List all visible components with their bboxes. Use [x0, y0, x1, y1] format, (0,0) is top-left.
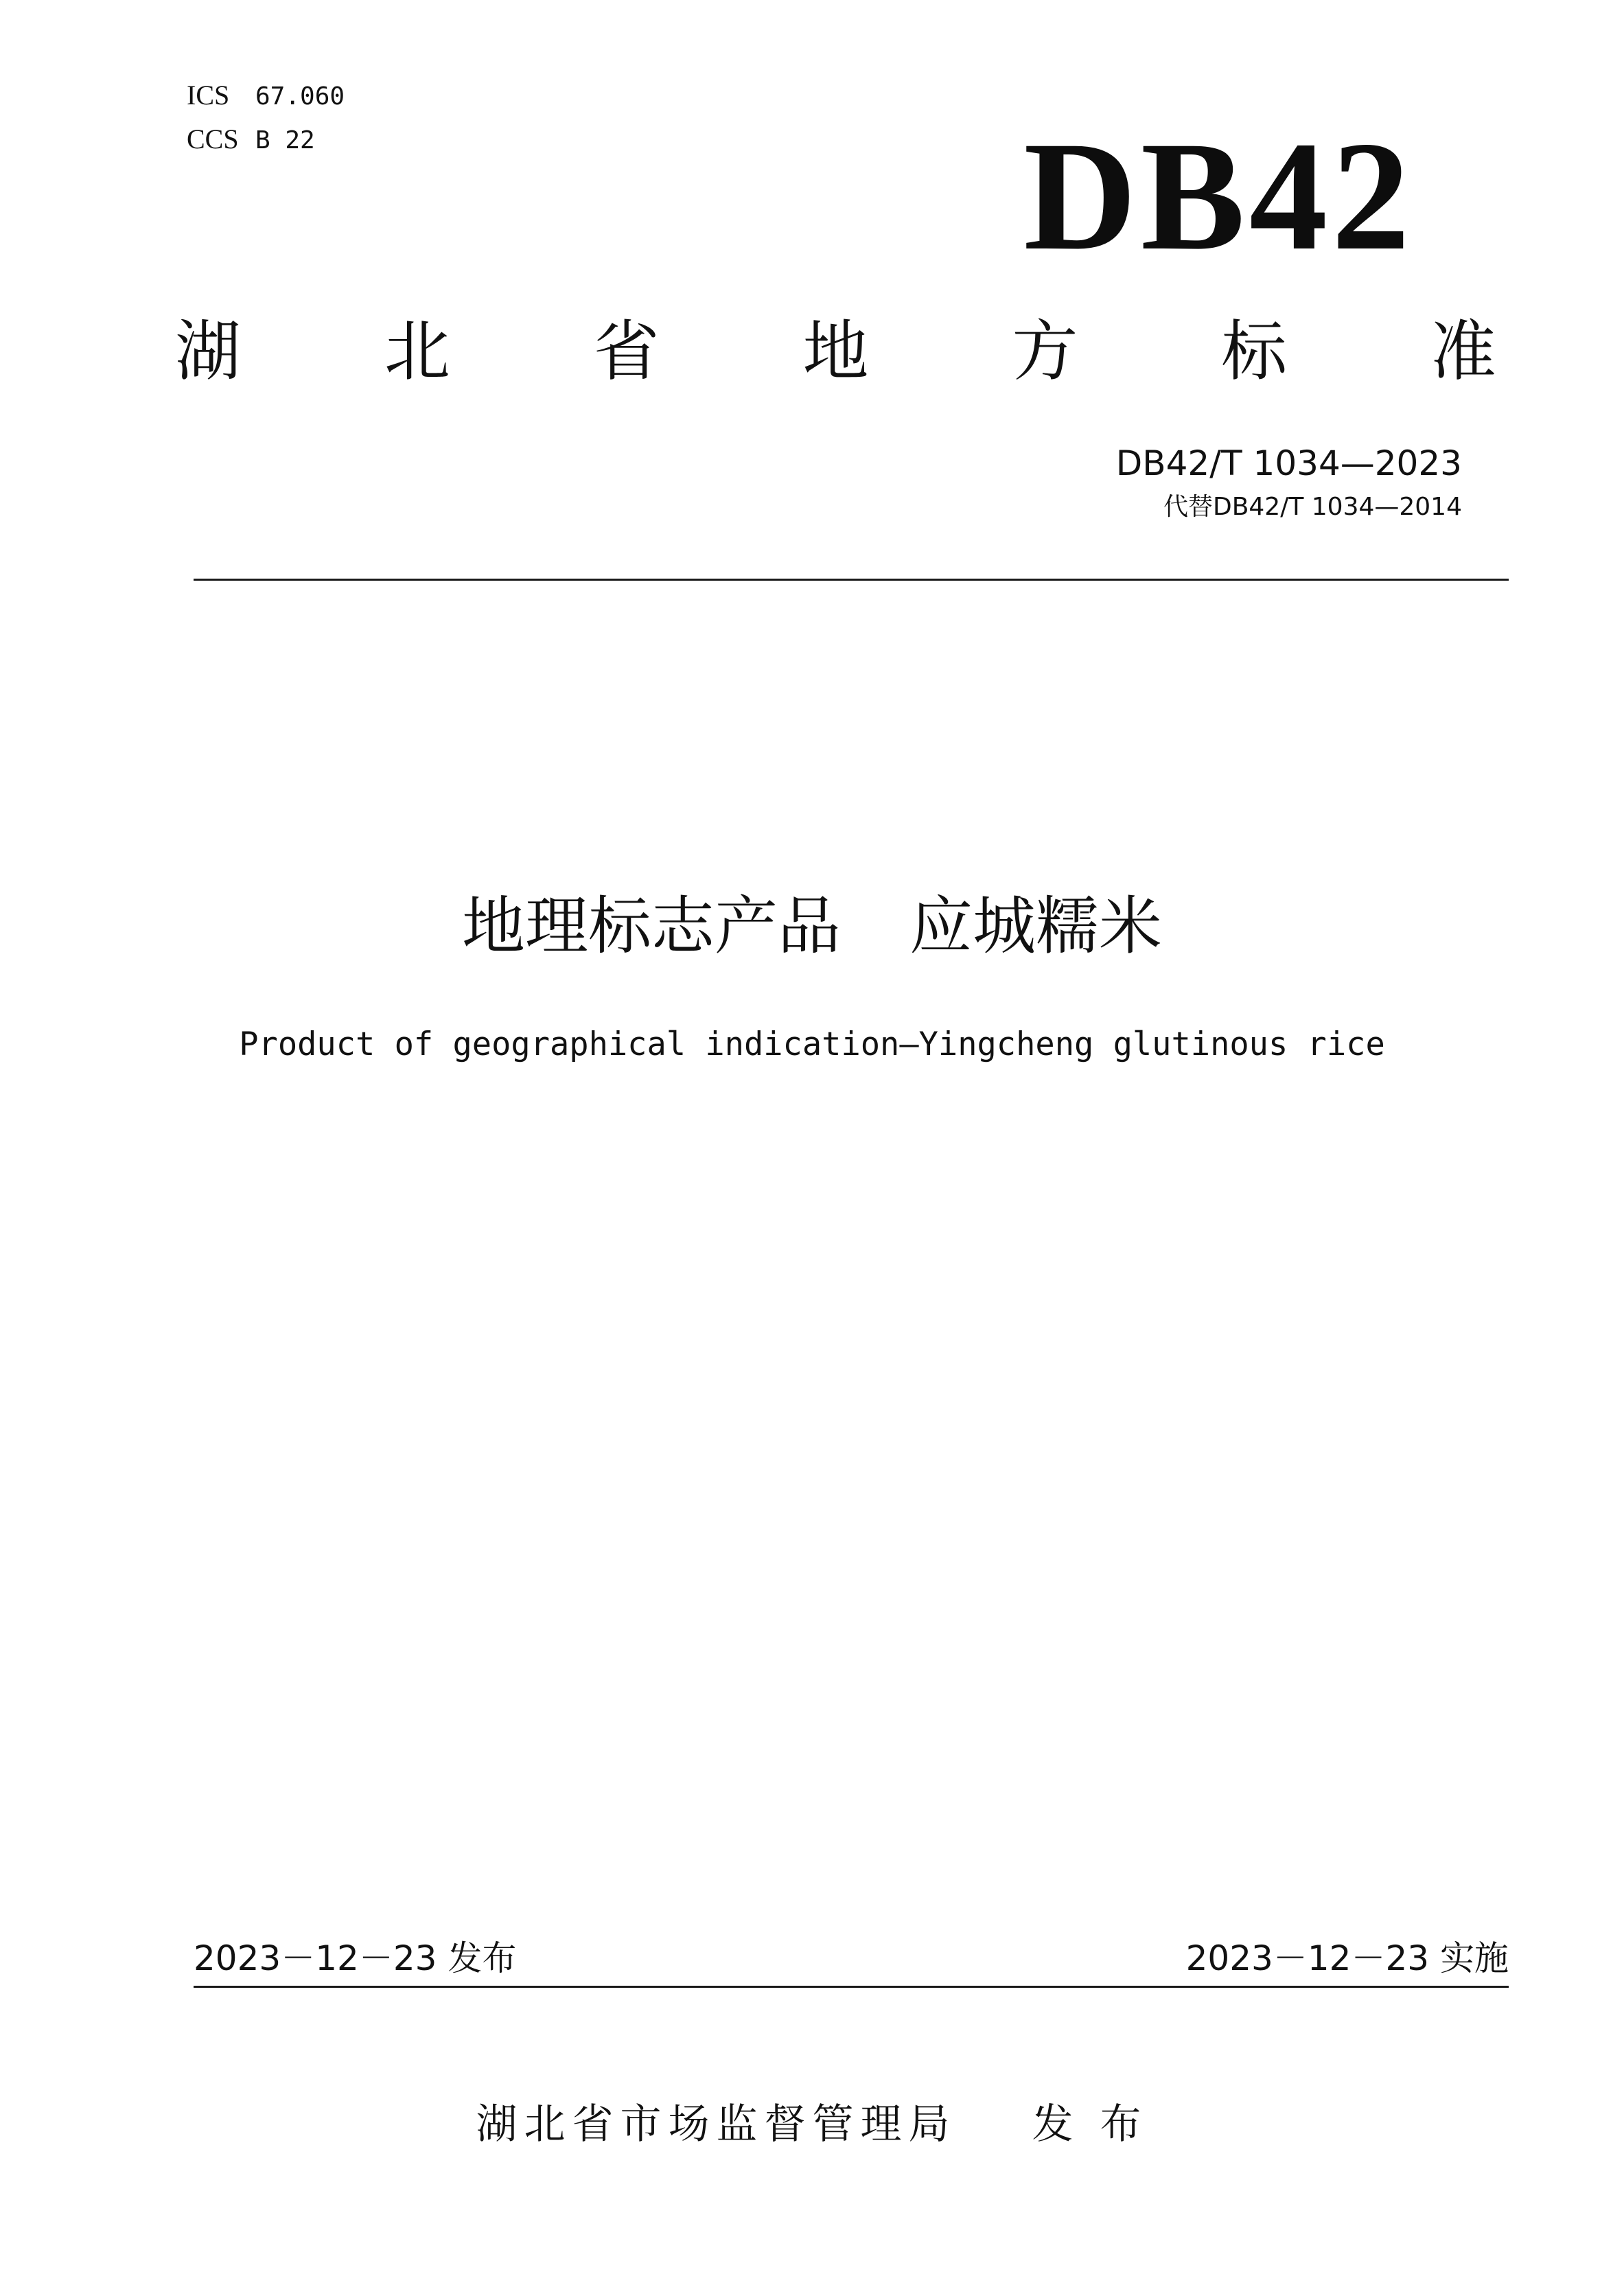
ccs-label: CCS: [187, 124, 239, 154]
ics-value: 67.060: [255, 82, 345, 111]
header-char: 地: [802, 313, 869, 390]
document-title-en: Product of geographical indication—Yingcheng glutinous rice: [239, 1025, 1385, 1063]
ccs-value: B 22: [255, 126, 315, 154]
implementation-date: 2023－12－23 实施: [1185, 1938, 1509, 1978]
header-char: 北: [384, 313, 450, 390]
issuer-action: 发 布: [1032, 2100, 1148, 2148]
standard-number-block: [1116, 439, 1462, 527]
title-cn-part1: 地理标志产品: [461, 890, 841, 963]
header-char: 湖: [175, 313, 241, 390]
issue-date: 2023－12－23 发布: [194, 1938, 517, 1978]
document-title-cn: [0, 882, 1624, 971]
db42-mark: DB42: [1023, 110, 1414, 283]
replaces-code: 代替DB42/T 1034—2014: [1163, 493, 1462, 521]
header-char: 省: [593, 313, 660, 390]
standard-type-header: [175, 310, 1496, 393]
ics-label: ICS: [187, 80, 230, 111]
classification-codes: [187, 74, 345, 162]
header-char: 标: [1221, 313, 1288, 390]
issuer-name: 湖北省市场监督管理局: [476, 2100, 957, 2148]
header-char: 准: [1430, 313, 1496, 390]
top-divider: [194, 579, 1509, 581]
ics-row: [187, 74, 345, 118]
header-char: 方: [1012, 313, 1078, 390]
standard-code: DB42/T 1034—2023: [1115, 443, 1462, 483]
bottom-divider: [194, 1986, 1509, 1988]
title-cn-part2: 应城糯米: [909, 890, 1163, 963]
issuer-line: [0, 2094, 1624, 2155]
ccs-row: [187, 118, 345, 162]
